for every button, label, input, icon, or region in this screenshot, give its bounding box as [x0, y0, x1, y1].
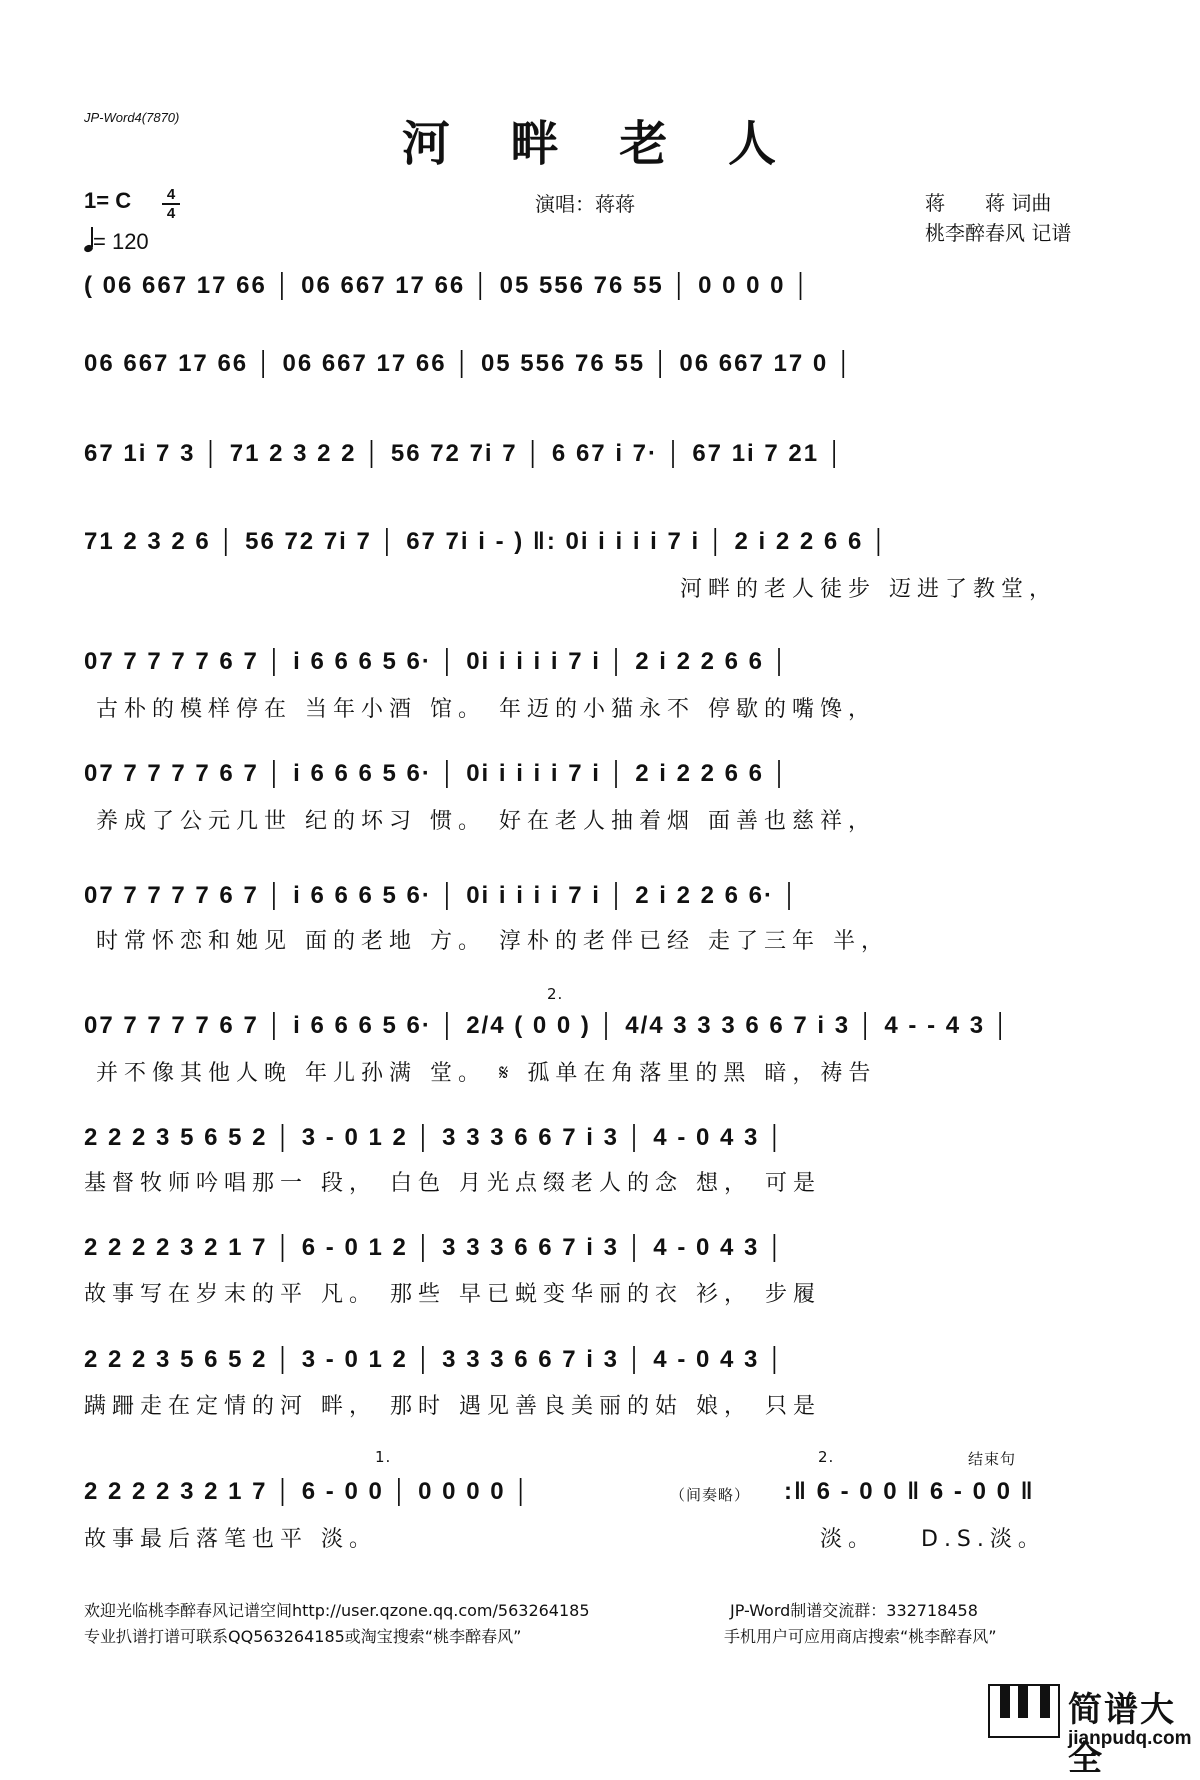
logo-url: jianpudq.com [1068, 1728, 1192, 1749]
score-line-5: 07 7 7 7 7 6 7 │ i 6 6 6 5 6· │ 0i i i i i 7 i │ 2 i 2 2 6 6 │ [84, 648, 790, 675]
logo-text: 简谱大全 [1068, 1690, 1176, 1779]
tempo-mark [84, 227, 149, 255]
score-line-1: ( 06 667 17 66 │ 06 667 17 66 │ 05 556 76 55 │ 0 0 0 0 │ [84, 272, 812, 299]
transcriber-credit: 桃李醉春风 记谱 [925, 221, 1072, 245]
coda-label: 结束句 [968, 1450, 1017, 1468]
credits [925, 188, 1071, 248]
score-line-12: 2 2 2 2 3 2 1 7 │ 6 - 0 0 │ 0 0 0 0 │ [84, 1478, 532, 1505]
score-line-6: 07 7 7 7 7 6 7 │ i 6 6 6 5 6· │ 0i i i i i 7 i │ 2 i 2 2 6 6 │ [84, 760, 790, 787]
score-line-3: 67 1i 7 3 │ 71 2 3 2 2 │ 56 72 7i 7 │ 6 67 i 7· │ 67 1i 7 21 │ [84, 440, 845, 467]
lyric-line-4: 河畔的老人徒步 迈进了教堂， [680, 577, 1057, 602]
score-line-4: 71 2 3 2 6 │ 56 72 7i 7 │ 67 7i i - ) ‖: 0i i i i i 7 i │ 2 i 2 2 6 6 │ [84, 528, 889, 555]
footer-app: 手机用户可应用商店搜索“桃李醉春风” [724, 1627, 997, 1646]
score-line-7: 07 7 7 7 7 6 7 │ i 6 6 6 5 6· │ 0i i i i i 7 i │ 2 i 2 2 6 6· │ [84, 882, 800, 909]
score-line-11: 2 2 2 3 5 6 5 2 │ 3 - 0 1 2 │ 3 3 3 6 6 7 i 3 │ 4 - 0 4 3 │ [84, 1346, 786, 1373]
lyric-line-12: 故事最后落笔也平 淡。 [84, 1527, 377, 1552]
generator-label: JP-Word4(7870) [84, 110, 180, 125]
lyric-line-10: 故事写在岁末的平 凡。 那些 早已蜕变华丽的衣 衫， 步履 [84, 1282, 821, 1307]
footer-contact: 专业扒谱打谱可联系QQ563264185或淘宝搜索“桃李醉春风” [84, 1627, 522, 1646]
site-logo [988, 1680, 1192, 1779]
lyric-line-7: 时常怀恋和她见 面的老地 方。 淳朴的老伴已经 走了三年 半， [96, 929, 889, 954]
volta-2-label: 2. [547, 985, 564, 1003]
score-line-8: 07 7 7 7 7 6 7 │ i 6 6 6 5 6· │ 2/4 ( 0 0 ) │ 4/4 3 3 3 6 6 7 i 3 │ 4 - - 4 3 │ [84, 1012, 1011, 1039]
lyric-line-5: 古朴的模样停在 当年小酒 馆。 年迈的小猫永不 停歇的嘴馋， [96, 697, 876, 722]
lyric-line-9: 基督牧师吟唱那一 段， 白色 月光点缀老人的念 想， 可是 [84, 1171, 821, 1196]
meter-bottom: 4 [162, 203, 180, 222]
tempo-value: = 120 [93, 229, 149, 254]
interlude-note: （间奏略） [670, 1486, 751, 1504]
key-signature: 1= C [84, 188, 132, 213]
piano-keys-icon [988, 1684, 1060, 1738]
footer-group: JP-Word制谱交流群：332718458 [730, 1601, 978, 1620]
score-line-10: 2 2 2 2 3 2 1 7 │ 6 - 0 1 2 │ 3 3 3 6 6 7 i 3 │ 4 - 0 4 3 │ [84, 1234, 786, 1261]
lyric-line-8: 并不像其他人晚 年儿孙满 堂。 𝄋 孤单在角落里的黑 暗，祷告 [96, 1061, 877, 1086]
lyricist-credit: 蒋 蒋 词曲 [925, 191, 1052, 215]
ending-2-label: 2. [818, 1448, 835, 1466]
lyric-line-11: 蹒跚走在定情的河 畔， 那时 遇见善良美丽的姑 娘， 只是 [84, 1394, 821, 1419]
time-signature [162, 186, 180, 222]
song-title: 河 畔 老 人 [401, 116, 799, 172]
score-line-2: 06 667 17 66 │ 06 667 17 66 │ 05 556 76 55 │ 06 667 17 0 │ [84, 350, 854, 377]
singer-credit: 演唱：蒋蒋 [535, 192, 635, 216]
lyric-line-6: 养成了公元几世 纪的坏习 惯。 好在老人抽着烟 面善也慈祥， [96, 809, 876, 834]
lyric-line-12-end: 淡。 D.S.淡。 [820, 1527, 1046, 1552]
score-line-12-endings: :‖ 6 - 0 0 ‖ 6 - 0 0 ‖ [784, 1478, 1035, 1505]
ending-1-label: 1. [375, 1448, 392, 1466]
footer-website: 欢迎光临桃李醉春风记谱空间http://user.qzone.qq.com/563264185 [84, 1601, 590, 1620]
meter-top: 4 [166, 186, 176, 203]
score-line-9: 2 2 2 3 5 6 5 2 │ 3 - 0 1 2 │ 3 3 3 6 6 7 i 3 │ 4 - 0 4 3 │ [84, 1124, 786, 1151]
